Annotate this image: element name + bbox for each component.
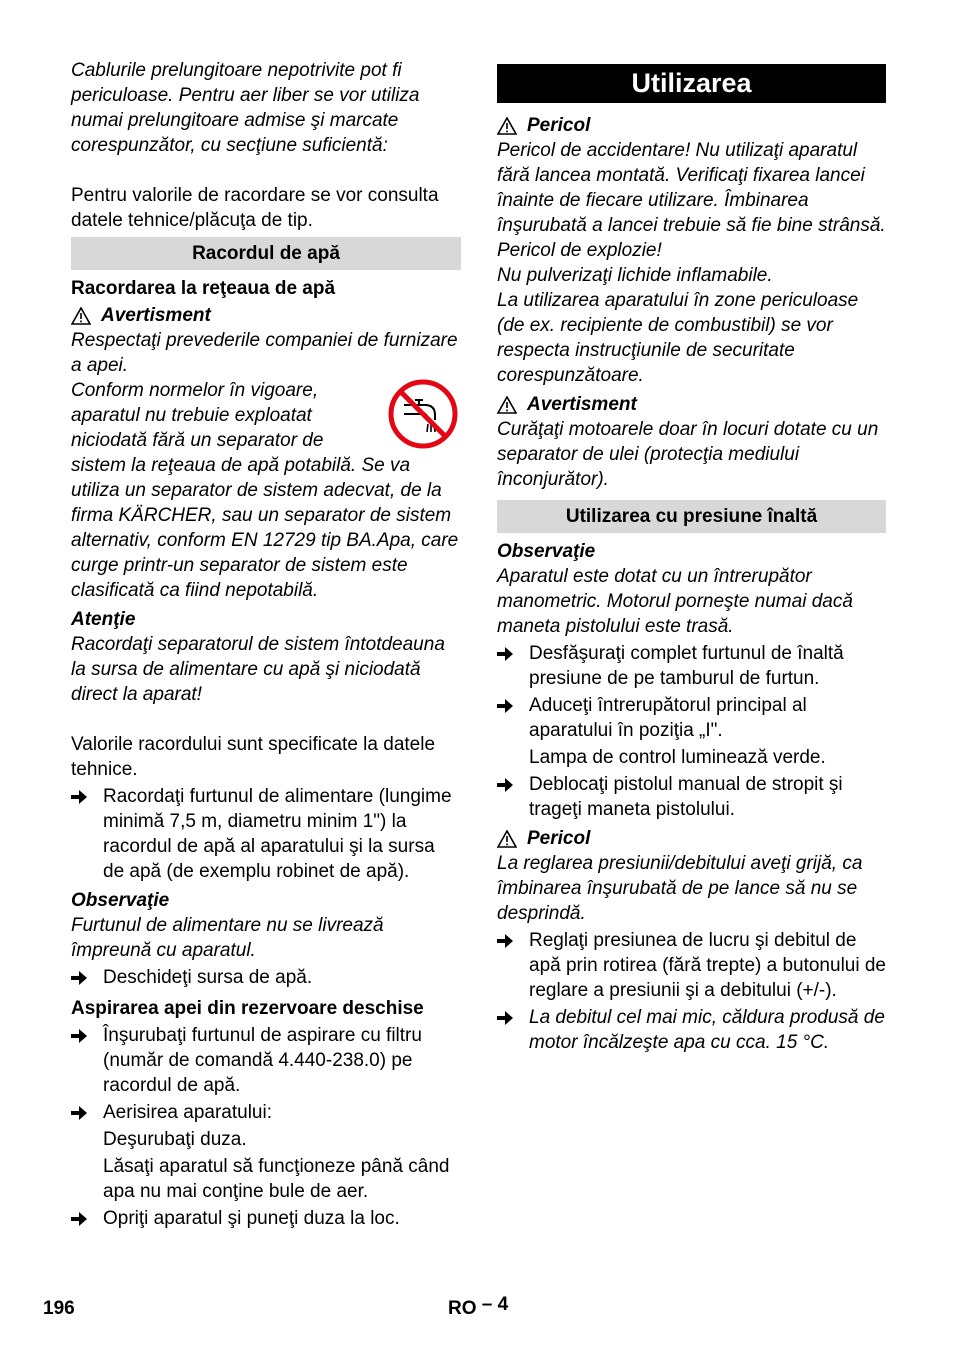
note-text: Furtunul de alimentare nu se livrează împreună cu aparatul.: [71, 915, 384, 961]
subheading-network: Racordarea la reţeaua de apă: [71, 278, 336, 299]
subheading-open-tanks: Aspirarea apei din rezervoare deschise: [71, 998, 424, 1019]
page-number: 196: [43, 1298, 75, 1319]
danger-text: La reglarea presiunii/debitului aveţi grijă, ca îmbinarea înşurubată de pe lance să nu se desprindă.: [497, 853, 863, 924]
arrow-icon: [497, 928, 529, 1003]
caution-text: Racordaţi separatorul de sistem întotdeauna la sursa de alimentare cu apă şi niciodată direct la aparat!: [71, 634, 445, 705]
step-substep: Lăsaţi aparatul să funcţioneze până când apa nu mai conţine bule de aer.: [103, 1156, 450, 1202]
danger-heading: [497, 826, 886, 851]
caution-label: Atenţie: [71, 609, 136, 630]
warning-triangle-icon: [497, 396, 517, 414]
arrow-icon: [71, 1206, 103, 1231]
danger-text: Pericol de accidentare! Nu utilizaţi aparatul fără lancea montată. Verificaţi fixarea lancei înainte de fiecare utilizare. Îmbinarea înşurubată a lancei trebuie să fie bine strânsă.: [497, 140, 886, 236]
arrow-icon: [71, 1023, 103, 1098]
footer-language: [448, 1294, 509, 1320]
warning-text: Respectaţi prevederile companiei de furnizare a apei.: [71, 330, 458, 376]
step-text: Înşurubaţi furtunul de aspirare cu filtru (număr de comandă 4.440-238.0) pe racordul de apă.: [103, 1025, 422, 1096]
warning-triangle-icon: [497, 830, 517, 848]
step-adjust-pressure: [497, 928, 886, 1003]
arrow-icon: [71, 965, 103, 990]
step-unroll-hose: [497, 641, 886, 691]
section-water-connection: Racordul de apă: [71, 237, 461, 270]
language-code: RO: [448, 1298, 477, 1319]
danger-text: Pericol de explozie!: [497, 240, 662, 261]
warning-heading: [497, 392, 886, 417]
step-open-water: [71, 965, 461, 990]
step-stop-device: [71, 1206, 461, 1231]
arrow-icon: [71, 1100, 103, 1125]
step-text: Deschideţi sursa de apă.: [103, 967, 313, 988]
step-unlock-gun: [497, 772, 886, 822]
step-text: Aerisirea aparatului:: [103, 1102, 272, 1123]
danger-heading: [497, 113, 886, 138]
step-text: Reglaţi presiunea de lucru şi debitul de apă prin rotirea (fără trepte) a butonului de reglare a presiunii şi a debitului (+/-).: [529, 930, 886, 1001]
step-main-switch: [497, 693, 886, 743]
no-drinking-water-block: [71, 378, 461, 603]
section-high-pressure: Utilizarea cu presiune înaltă: [497, 500, 886, 533]
danger-text: Nu pulverizaţi lichide inflamabile.: [497, 265, 773, 286]
step-text: Racordaţi furtunul de alimentare (lungime minimă 7,5 m, diametru minim 1") la racordul de apă al aparatului şi la sursa de apă (de exemplu robinet de apă).: [103, 786, 452, 882]
arrow-icon: [497, 1005, 529, 1055]
arrow-icon: [497, 772, 529, 822]
intro-warning-text: Cablurile prelungitoare nepotrivite pot fi periculoase. Pentru aer liber se vor utiliza numai prelungitoare admise şi marcate corespunzător, cu secţiune suficientă:: [71, 60, 420, 156]
section-page: – 4: [481, 1294, 509, 1315]
right-column: [497, 58, 886, 1057]
intro-text: Pentru valorile de racordare se vor consulta datele tehnice/plăcuţa de tip.: [71, 185, 439, 231]
step-text: Aduceţi întrerupătorul principal al aparatului în poziţia „I".: [529, 695, 807, 741]
step-substep: Lampa de control luminează verde.: [529, 747, 826, 768]
values-text: Valorile racordului sunt specificate la datele tehnice.: [71, 734, 436, 780]
step-suction-hose: [71, 1023, 461, 1098]
arrow-icon: [497, 693, 529, 743]
step-substep: Deşurubaţi duza.: [103, 1129, 247, 1150]
arrow-icon: [71, 784, 103, 884]
warning-text: Curăţaţi motoarele doar în locuri dotate cu un separator de ulei (protecţia mediului înconjurător).: [497, 419, 879, 490]
no-drinking-water-icon: [387, 378, 459, 450]
note-text: Aparatul este dotat cu un întrerupător manometric. Motorul porneşte numai dacă maneta pistolului este trasă.: [497, 566, 853, 637]
danger-label: Pericol: [527, 115, 591, 136]
warning-heading: [71, 303, 461, 328]
separator-text: Conform normelor în vigoare, aparatul nu trebuie exploatat niciodată fără un separator de sistem la reţeaua de apă potabilă. Se va utiliza un separator de sistem adecvat, de la firma KÄRCHER, sau un separator de sistem alternativ, conform EN 12729 tip BA.Apa, care curge printr-un separator de sistem este clasificată ca fiind nepotabilă.: [71, 380, 459, 601]
arrow-icon: [497, 641, 529, 691]
warning-triangle-icon: [497, 117, 517, 135]
step-text: La debitul cel mai mic, căldura produsă de motor încălzeşte apa cu cca. 15 °C.: [529, 1007, 885, 1053]
danger-text: La utilizarea aparatului în zone periculoase (de ex. recipiente de combustibil) se vor respecta instrucţiunile de securitate corespunzătoare.: [497, 290, 859, 386]
step-heat-note: [497, 1005, 886, 1055]
warning-label: Avertisment: [527, 394, 637, 415]
warning-label: Avertisment: [101, 305, 211, 326]
note-label: Observaţie: [497, 541, 596, 562]
note-label: Observaţie: [71, 890, 170, 911]
danger-label: Pericol: [527, 828, 591, 849]
section-title: Utilizarea: [497, 64, 886, 103]
step-bleed: [71, 1100, 461, 1125]
warning-triangle-icon: [71, 307, 91, 325]
left-column: [71, 58, 461, 1233]
step-text: Deblocaţi pistolul manual de stropit şi trageţi maneta pistolului.: [529, 774, 843, 820]
step-text: Opriţi aparatul şi puneţi duza la loc.: [103, 1208, 400, 1229]
step-connect-hose: [71, 784, 461, 884]
step-text: Desfăşuraţi complet furtunul de înaltă presiune de pe tamburul de furtun.: [529, 643, 844, 689]
